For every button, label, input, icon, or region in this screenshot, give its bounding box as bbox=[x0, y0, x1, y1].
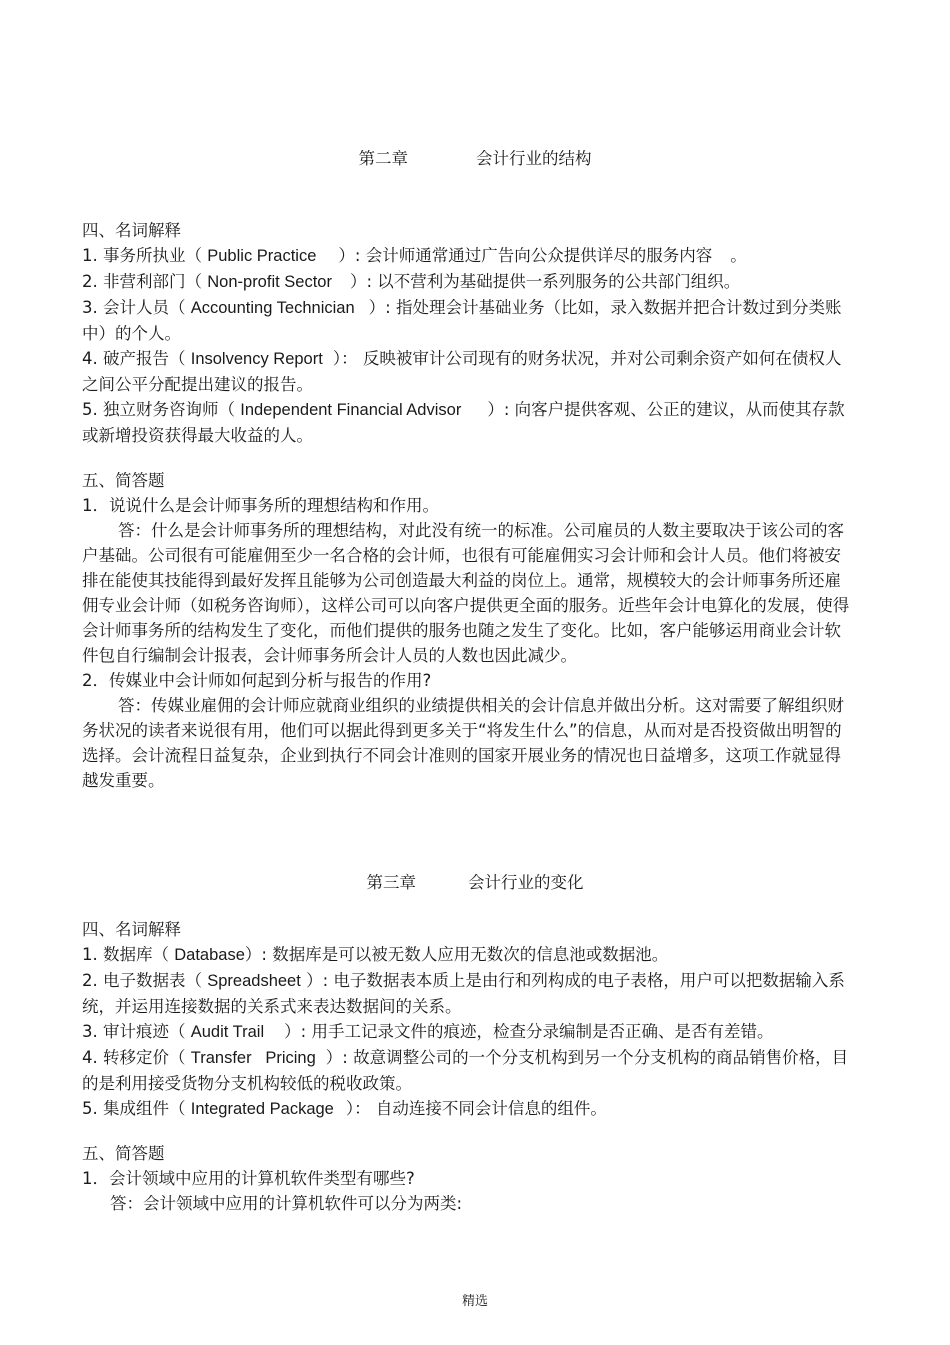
qa-heading: 五、简答题 bbox=[82, 471, 165, 490]
chapter-2-qa-section bbox=[82, 468, 854, 793]
page-footer: 精选 bbox=[461, 1294, 488, 1309]
term-item: 1. 数据库（ Database）: 数据库是可以被无数人应用无数次的信息池或数据池。 bbox=[82, 945, 669, 964]
terms-heading: 四、名词解释 bbox=[82, 920, 181, 939]
chapter-3-heading bbox=[0, 869, 950, 893]
question: 2．传媒业中会计师如何起到分析与报告的作用? bbox=[82, 671, 432, 690]
term-item: 5. 集成组件（ Integrated Package ）： 自动连接不同会计信息的组件。 bbox=[82, 1099, 607, 1118]
question: 1．会计领域中应用的计算机软件类型有哪些? bbox=[82, 1169, 415, 1188]
chapter-3-terms-section bbox=[82, 917, 854, 1122]
term-item: 2. 电子数据表（ Spreadsheet ）: 电子数据表本质上是由行和列构成的电子表格，用户可以把数据输入系统，并运用连接数据的关系式来表达数据间的关系。 bbox=[82, 971, 845, 1016]
chapter-2-number: 第二章 bbox=[358, 149, 408, 168]
term-item: 5. 独立财务咨询师（ Independent Financial Advisor ）: 向客户提供客观、公正的建议，从而使其存款或新增投资获得最大收益的人。 bbox=[82, 400, 845, 445]
answer: 答：传媒业雇佣的会计师应就商业组织的业绩提供相关的会计信息并做出分析。这对需要了解组织财务状况的读者来说很有用，他们可以据此得到更多关于“将发生什么”的信息，从而对是否投资做出明智的选择。会计流程日益复杂，企业到执行不同会计准则的国家开展业务的情况也日益增多，这项工作就显得越发重要。 bbox=[82, 696, 844, 790]
question: 1．说说什么是会计师事务所的理想结构和作用。 bbox=[82, 496, 439, 515]
answer: 答：什么是会计师事务所的理想结构，对此没有统一的标准。公司雇员的人数主要取决于该公司的客户基础。公司很有可能雇佣至少一名合格的会计师，也很有可能雇佣实习会计师和会计人员。他们将被安排在能使其技能得到最好发挥且能够为公司创造最大利益的岗位上。通常，规模较大的会计师事务所还雇佣专业会计师（如税务咨询师），这样公司可以向客户提供更全面的服务。近些年会计电算化的发展，使得会计师事务所的结构发生了变化，而他们提供的服务也随之发生了变化。比如，客户能够运用商业会计软件包自行编制会计报表，会计师事务所会计人员的人数也因此减少。 bbox=[82, 521, 850, 665]
answer: 答：会计领域中应用的计算机软件可以分为两类: bbox=[110, 1194, 463, 1213]
term-item: 1. 事务所执业（ Public Practice ）: 会计师通常通过广告向公众提供详尽的服务内容 。 bbox=[82, 246, 747, 265]
term-item: 4. 破产报告（ Insolvency Report ）： 反映被审计公司现有的财务状况，并对公司剩余资产如何在债权人之间公平分配提出建议的报告。 bbox=[82, 349, 842, 394]
term-item: 4. 转移定价（ Transfer Pricing ）: 故意调整公司的一个分支机构到另一个分支机构的商品销售价格，目的是利用接受货物分支机构较低的税收政策。 bbox=[82, 1048, 849, 1093]
chapter-3-number: 第三章 bbox=[366, 873, 416, 892]
chapter-3-qa-section bbox=[82, 1141, 854, 1216]
chapter-2-heading bbox=[0, 145, 950, 169]
chapter-2-terms-section bbox=[82, 218, 854, 448]
chapter-2-title: 会计行业的结构 bbox=[476, 149, 592, 168]
chapter-3-title: 会计行业的变化 bbox=[468, 873, 584, 892]
term-item: 3. 会计人员（ Accounting Technician ）: 指处理会计基础业务（比如，录入数据并把合计数过到分类账中）的个人。 bbox=[82, 298, 842, 343]
terms-heading: 四、名词解释 bbox=[82, 221, 181, 240]
qa-heading: 五、简答题 bbox=[82, 1144, 165, 1163]
term-item: 2. 非营利部门（ Non-profit Sector ）: 以不营利为基础提供一系列服务的公共部门组织。 bbox=[82, 272, 741, 291]
term-item: 3. 审计痕迹（ Audit Trail ）: 用手工记录文件的痕迹，检查分录编制是否正确、是否有差错。 bbox=[82, 1022, 774, 1041]
